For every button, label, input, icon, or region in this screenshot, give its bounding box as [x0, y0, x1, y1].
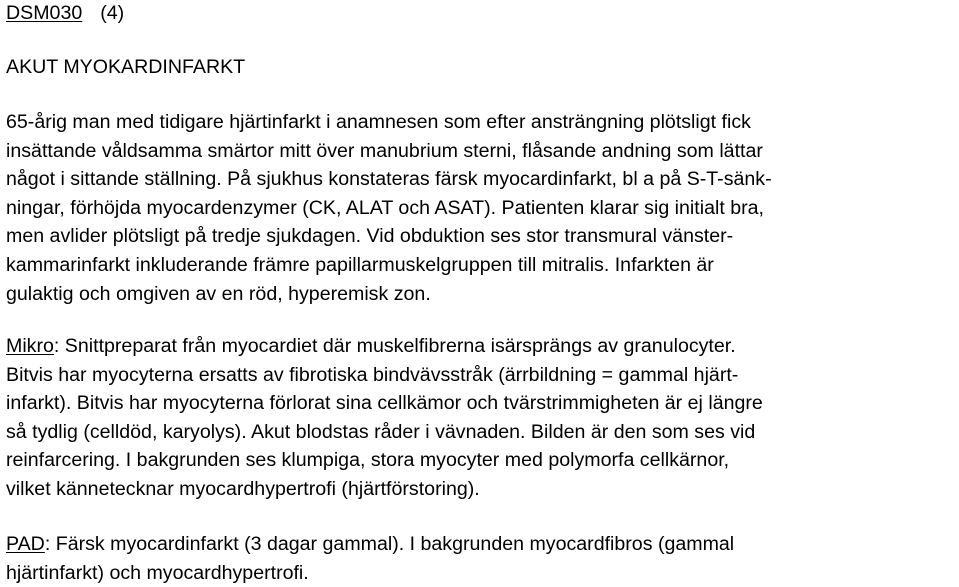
text-line: reinfarcering. I bakgrunden ses klumpiga, stora myocyter med polymorfa cellkärnor, — [6, 449, 730, 472]
text-line: gulaktig och omgiven av en röd, hyperemisk zon. — [6, 282, 431, 305]
text-line: så tydlig (celldöd, karyolys). Akut blodstas råder i vävnaden. Bilden är den som ses vid — [6, 420, 756, 443]
pad-first-text: Färsk myocardinfarkt (3 dagar gammal). I bakgrunden myocardfibros (gammal — [50, 533, 735, 555]
case-code: DSM030 — [6, 2, 83, 24]
text-line: Bitvis har myocyterna ersatts av fibrotiska bindvävsstråk (ärrbildning = gammal hjärt- — [6, 363, 739, 386]
text-line: hjärtinfarkt) och myocardhypertrofi. — [6, 561, 309, 584]
case-number: (4) — [100, 2, 125, 24]
text-line: 65-årig man med tidigare hjärtinfarkt i anamnesen som efter ansträngning plötsligt fick — [6, 111, 751, 133]
pad-separator: : — [44, 533, 51, 555]
text-line: men avlider plötsligt på tredje sjukdagen. Vid obduktion ses stor transmural vänster- — [6, 225, 734, 248]
mikro-label: Mikro — [6, 335, 54, 357]
case-history-paragraph — [6, 108, 954, 308]
pad-paragraph — [6, 530, 954, 587]
document-title: AKUT MYOKARDINFARKT — [6, 56, 246, 78]
text-line: något i sittande ställning. På sjukhus konstateras färsk myocardinfarkt, bl a på S-T-sänk- — [6, 168, 772, 191]
text-line: ningar, förhöjda myocardenzymer (CK, ALAT och ASAT). Patienten klarar sig initialt bra, — [6, 196, 764, 219]
mikro-first-text: Snittpreparat från myocardiet där muskelfibrerna isärsprängs av granulocyter. — [59, 335, 736, 357]
text-line: infarkt). Bitvis har myocyterna förlorat sina cellkämor och tvärstrimmigheten är ej längre — [6, 392, 763, 415]
pad-first-line — [6, 530, 954, 559]
mikro-separator: : — [53, 335, 60, 357]
text-line: vilket kännetecknar myocardhypertrofi (hjärtförstoring). — [6, 477, 480, 500]
text-line: kammarinfarkt inkluderande främre papillarmuskelgruppen till mitralis. Infarkten är — [6, 253, 714, 276]
mikro-paragraph — [6, 332, 954, 504]
case-code-heading — [6, 0, 124, 28]
pad-label: PAD — [6, 533, 45, 555]
mikro-first-line — [6, 332, 954, 361]
text-line: insättande våldsamma smärtor mitt över manubrium sterni, flåsande andning som lättar — [6, 139, 763, 162]
